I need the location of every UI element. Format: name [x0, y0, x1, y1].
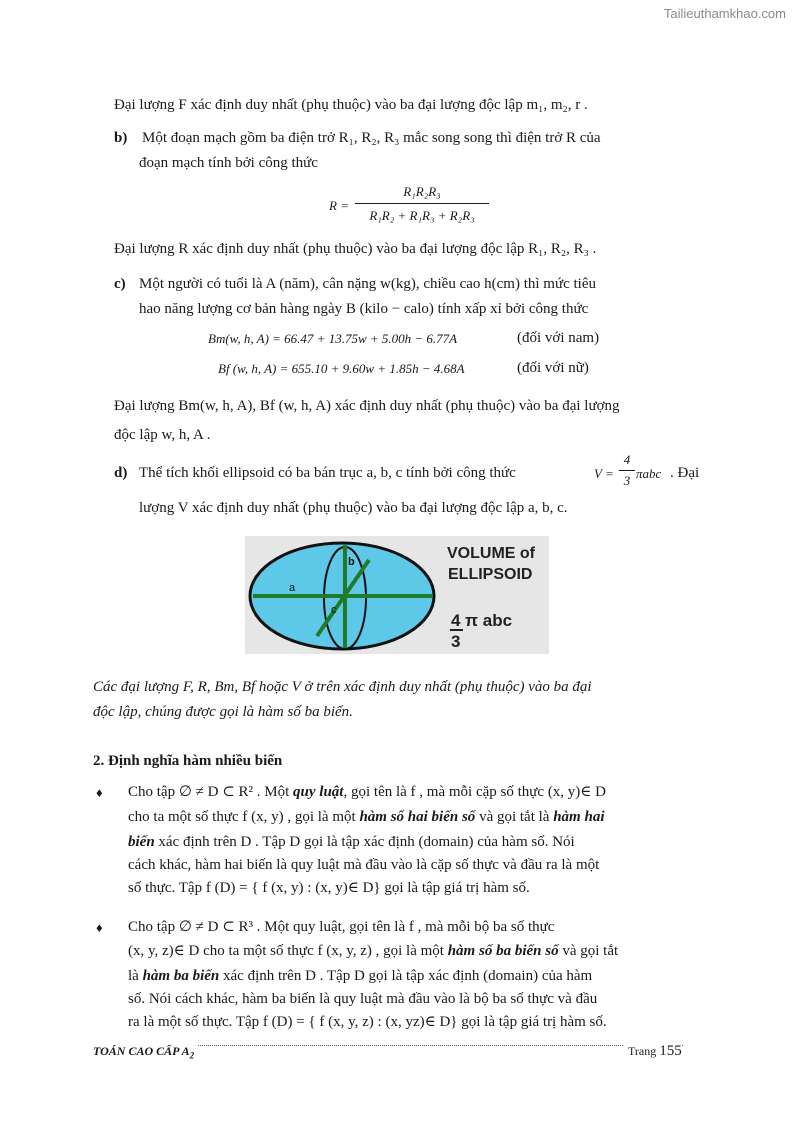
- label-b: b: [348, 556, 355, 568]
- formula-v-fraction: [619, 452, 635, 489]
- item-c-line2: hao năng lượng cơ bản hàng ngày B (kilo − calo) tính xấp xỉ bởi công thức: [139, 301, 589, 317]
- def2-line3: [128, 831, 575, 854]
- def2-line1: [128, 781, 606, 804]
- def3-line1: Cho tập ∅ ≠ D ⊂ R³ . Một quy luật, gọi tên là f , mà mỗi bộ ba số thực: [128, 919, 555, 935]
- label-c: c: [331, 604, 337, 616]
- def3-line2-c: và gọi tắt: [558, 943, 619, 959]
- footer-page-number: 155: [659, 1043, 682, 1059]
- figure-title-1: VOLUME of: [447, 545, 535, 562]
- formula-v-denominator: 3: [623, 473, 631, 488]
- formula-r-numerator: R₁R₂R₃: [355, 184, 489, 204]
- formula-r-fraction: [355, 184, 489, 224]
- figure-title-2: ELLIPSOID: [448, 566, 533, 583]
- def3-line2-a: (x, y, z)∈ D cho ta một số thực f (x, y, z) , gọi là một: [128, 943, 448, 959]
- formula-bf: Bf (w, h, A) = 655.10 + 9.60w + 1.85h − 4.68A: [218, 361, 465, 376]
- item-c-line1: Một người có tuổi là A (năm), cân nặng w(kg), chiều cao h(cm) thì mức tiêu: [139, 276, 596, 292]
- footer-title: [93, 1040, 198, 1067]
- formula-v-lhs: V =: [594, 466, 614, 481]
- formula-v-numerator: 4: [619, 452, 635, 471]
- figure-formula: π abc: [465, 611, 513, 630]
- formula-bm-note: (đối với nam): [517, 330, 600, 346]
- label-a: a: [289, 582, 296, 594]
- def3-line2: [128, 940, 618, 963]
- item-b-line1: Một đoạn mạch gồm ba điện trở R₁, R₂, R₃ mắc song song thì điện trở R của: [142, 130, 601, 146]
- def2-line1-a: Cho tập ∅ ≠ D ⊂ R² . Một: [128, 784, 294, 800]
- ellipsoid-illustration: [245, 536, 549, 654]
- item-d-line1-end: . Đại: [670, 465, 700, 481]
- formula-r-lhs: R =: [329, 198, 349, 213]
- watermark: Tailieuthamkhao.com: [663, 6, 786, 21]
- figure-frac-den: 3: [451, 632, 461, 651]
- section-2-heading: 2. Định nghĩa hàm nhiều biến: [93, 753, 283, 769]
- ellipsoid-figure: [245, 536, 549, 654]
- def2-line2-a: cho ta một số thực f (x, y) , gọi là một: [128, 809, 360, 825]
- def3-line3-c: xác định trên D . Tập D gọi là tập xác định (domain) của hàm: [219, 968, 593, 984]
- item-b-after: Đại lượng R xác định duy nhất (phụ thuộc) vào ba đại lượng độc lập R₁, R₂, R₃ .: [114, 241, 597, 257]
- item-b-label: b): [114, 130, 128, 146]
- summary-line2: độc lập, chúng được gọi là hàm số ba biến.: [93, 704, 353, 720]
- formula-r-denominator: R₁R₂ + R₁R₃ + R₂R₃: [369, 208, 475, 223]
- def2-line2-c: và gọi tắt là: [475, 809, 554, 825]
- def3-line3: [128, 965, 592, 988]
- item-c-after2: độc lập w, h, A .: [114, 427, 211, 443]
- summary-line1: Các đại lượng F, R, Bm, Bf hoặc V ở trên xác định duy nhất (phụ thuộc) vào ba đại: [93, 679, 592, 695]
- formula-bm: Bm(w, h, A) = 66.47 + 13.75w + 5.00h − 6.77A: [208, 331, 458, 346]
- footer-title-text: TOÁN CAO CẤP A: [93, 1044, 190, 1058]
- def2-line4: cách khác, hàm hai biến là quy luật mà đầu vào là cặp số thực và đầu ra là một: [128, 857, 600, 873]
- def2-line2: [128, 806, 605, 829]
- bullet-icon: ♦: [96, 920, 103, 935]
- item-c-label: c): [114, 276, 126, 292]
- footer-title-sub: 2: [189, 1050, 195, 1061]
- intro-line: Đại lượng F xác định duy nhất (phụ thuộc) vào ba đại lượng độc lập m₁, m₂, r .: [114, 97, 588, 113]
- def2-line5: số thực. Tập f (D) = { f (x, y) : (x, y)∈ D} gọi là tập giá trị hàm số.: [128, 880, 530, 896]
- item-b-line2: đoạn mạch tính bởi công thức: [139, 155, 318, 171]
- formula-bf-note: (đối với nữ): [517, 360, 589, 376]
- def3-term-short: hàm ba biến: [142, 968, 220, 984]
- item-c-after1: Đại lượng Bm(w, h, A), Bf (w, h, A) xác định duy nhất (phụ thuộc) vào ba đại lượng: [114, 398, 620, 414]
- item-d-line1: Thể tích khối ellipsoid có ba bán trục a, b, c tính bởi công thức: [139, 465, 516, 481]
- def2-term-function: hàm số hai biến số: [359, 809, 476, 825]
- def3-term-function: hàm số ba biến số: [447, 943, 559, 959]
- figure-frac-num: 4: [451, 611, 461, 630]
- item-d-line2: lượng V xác định duy nhất (phụ thuộc) vào ba đại lượng độc lập a, b, c.: [139, 500, 568, 516]
- def2-term-short-end: biến: [128, 834, 155, 850]
- def3-line4: số. Nói cách khác, hàm ba biến là quy luật mà đầu vào là bộ ba số thực và đầu: [128, 991, 598, 1007]
- formula-v-rhs: πabc: [636, 466, 662, 481]
- def3-line3-a: là: [128, 968, 143, 984]
- footer-page-label: Trang: [628, 1044, 657, 1058]
- item-d-label: d): [114, 465, 128, 481]
- def2-line1-c: , gọi tên là f , mà mỗi cặp số thực (x, y)∈ D: [343, 784, 606, 800]
- def2-term-short: hàm hai: [553, 809, 605, 825]
- def2-line3-b: xác định trên D . Tập D gọi là tập xác định (domain) của hàm số. Nói: [154, 834, 575, 850]
- def3-line5: ra là một số thực. Tập f (D) = { f (x, y, z) : (x, yz)∈ D} gọi là tập giá trị hàm số.: [128, 1014, 607, 1030]
- def2-term-rule: quy luật: [293, 784, 344, 800]
- bullet-icon: ♦: [96, 785, 103, 800]
- footer-page: [624, 1040, 682, 1063]
